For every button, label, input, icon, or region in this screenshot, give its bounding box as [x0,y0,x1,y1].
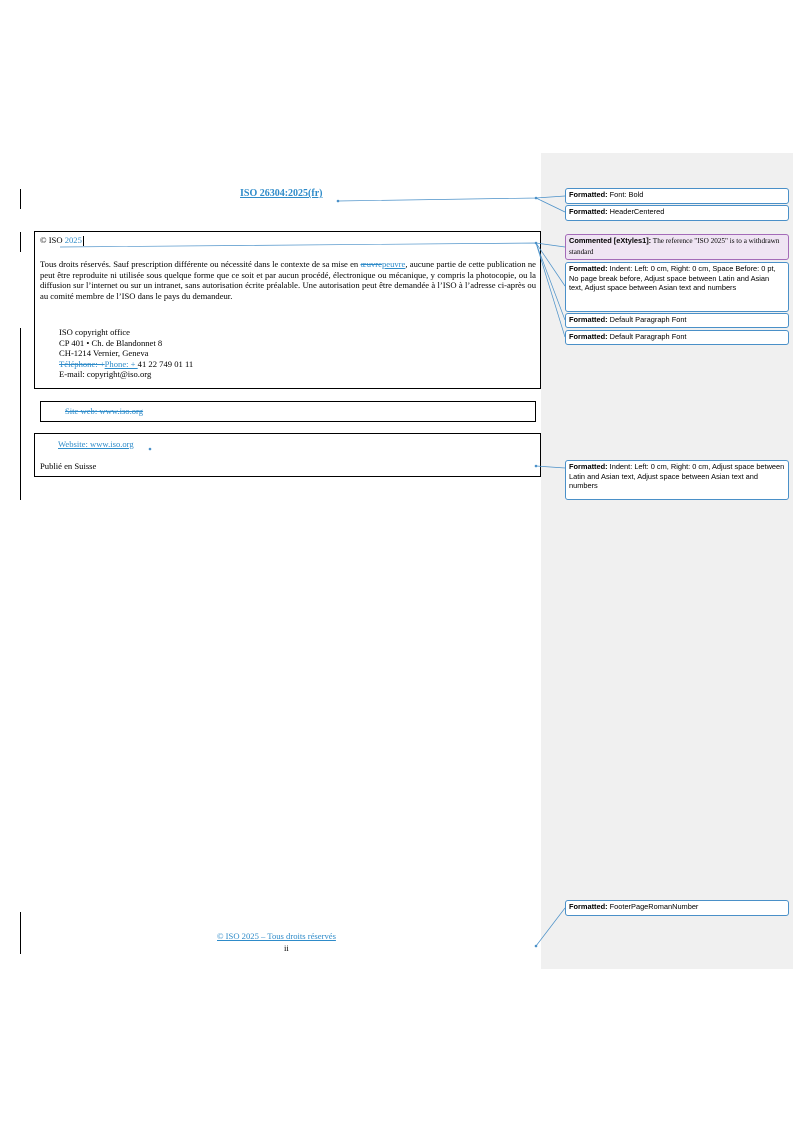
address-line: ISO copyright office [59,327,130,337]
deleted-website-box [40,401,536,422]
formatted-balloon[interactable]: Formatted: Default Paragraph Font [565,330,789,345]
comment-balloon[interactable]: Commented [eXtyles1]: The reference "ISO 2025" is to a withdrawn standard [565,234,789,260]
formatted-balloon[interactable]: Formatted: HeaderCentered [565,205,789,221]
change-bar [20,912,21,954]
formatted-balloon[interactable]: Formatted: Font: Bold [565,188,789,204]
formatted-balloon[interactable]: Formatted: FooterPageRomanNumber [565,900,789,916]
address-line: CP 401 • Ch. de Blandonnet 8 [59,337,163,348]
change-bar [20,232,21,252]
copyright-box [34,231,541,389]
website-box [34,433,541,477]
address-line: CH-1214 Vernier, Geneva [59,348,149,359]
address-block [59,327,193,380]
page-number: ii [284,943,289,953]
text-cursor [83,236,84,246]
header-title: ISO 26304:2025(fr) [240,188,323,199]
change-bar [20,328,21,500]
change-bar [20,189,21,209]
phone-line: Téléphone: +Phone: + 41 22 749 01 11 [59,358,194,369]
formatted-balloon[interactable]: Formatted: Default Paragraph Font [565,313,789,328]
deleted-website: Site web: www.iso.org [65,406,144,416]
published-in: Publié en Suisse [40,461,97,471]
copyright-label: © ISO 2025 [40,235,82,245]
formatted-balloon[interactable]: Formatted: Indent: Left: 0 cm, Right: 0 cm, Adjust space between Latin and Asian text, Adjust space between Asian text and numbers [565,460,789,500]
footer-copyright: © ISO 2025 – Tous droits réservés [217,931,336,941]
email-line: E-mail: copyright@iso.org [59,369,152,380]
rights-paragraph: Tous droits réservés. Sauf prescription différente ou nécessité dans le contexte de sa mise en œuvrepeuvre, aucune partie de cette publication ne peut être reproduite ni utilisée sous quelque forme que ce soit et par aucun procédé, électronique ou mécanique, y compris la photocopie, ou la diffusion sur l’internet ou sur un intranet, sans autorisation écrite préalable. Une autorisation peut être demandée à l’ISO à l’adresse ci-après ou au comité membre de l’ISO dans le pays du demandeur. [40,259,536,301]
website-link[interactable]: Website: www.iso.org [58,439,134,449]
formatted-balloon[interactable]: Formatted: Indent: Left: 0 cm, Right: 0 cm, Space Before: 0 pt, No page break before, Adjust space between Latin and Asian text, Adjust space between Asian text and numbers [565,262,789,312]
